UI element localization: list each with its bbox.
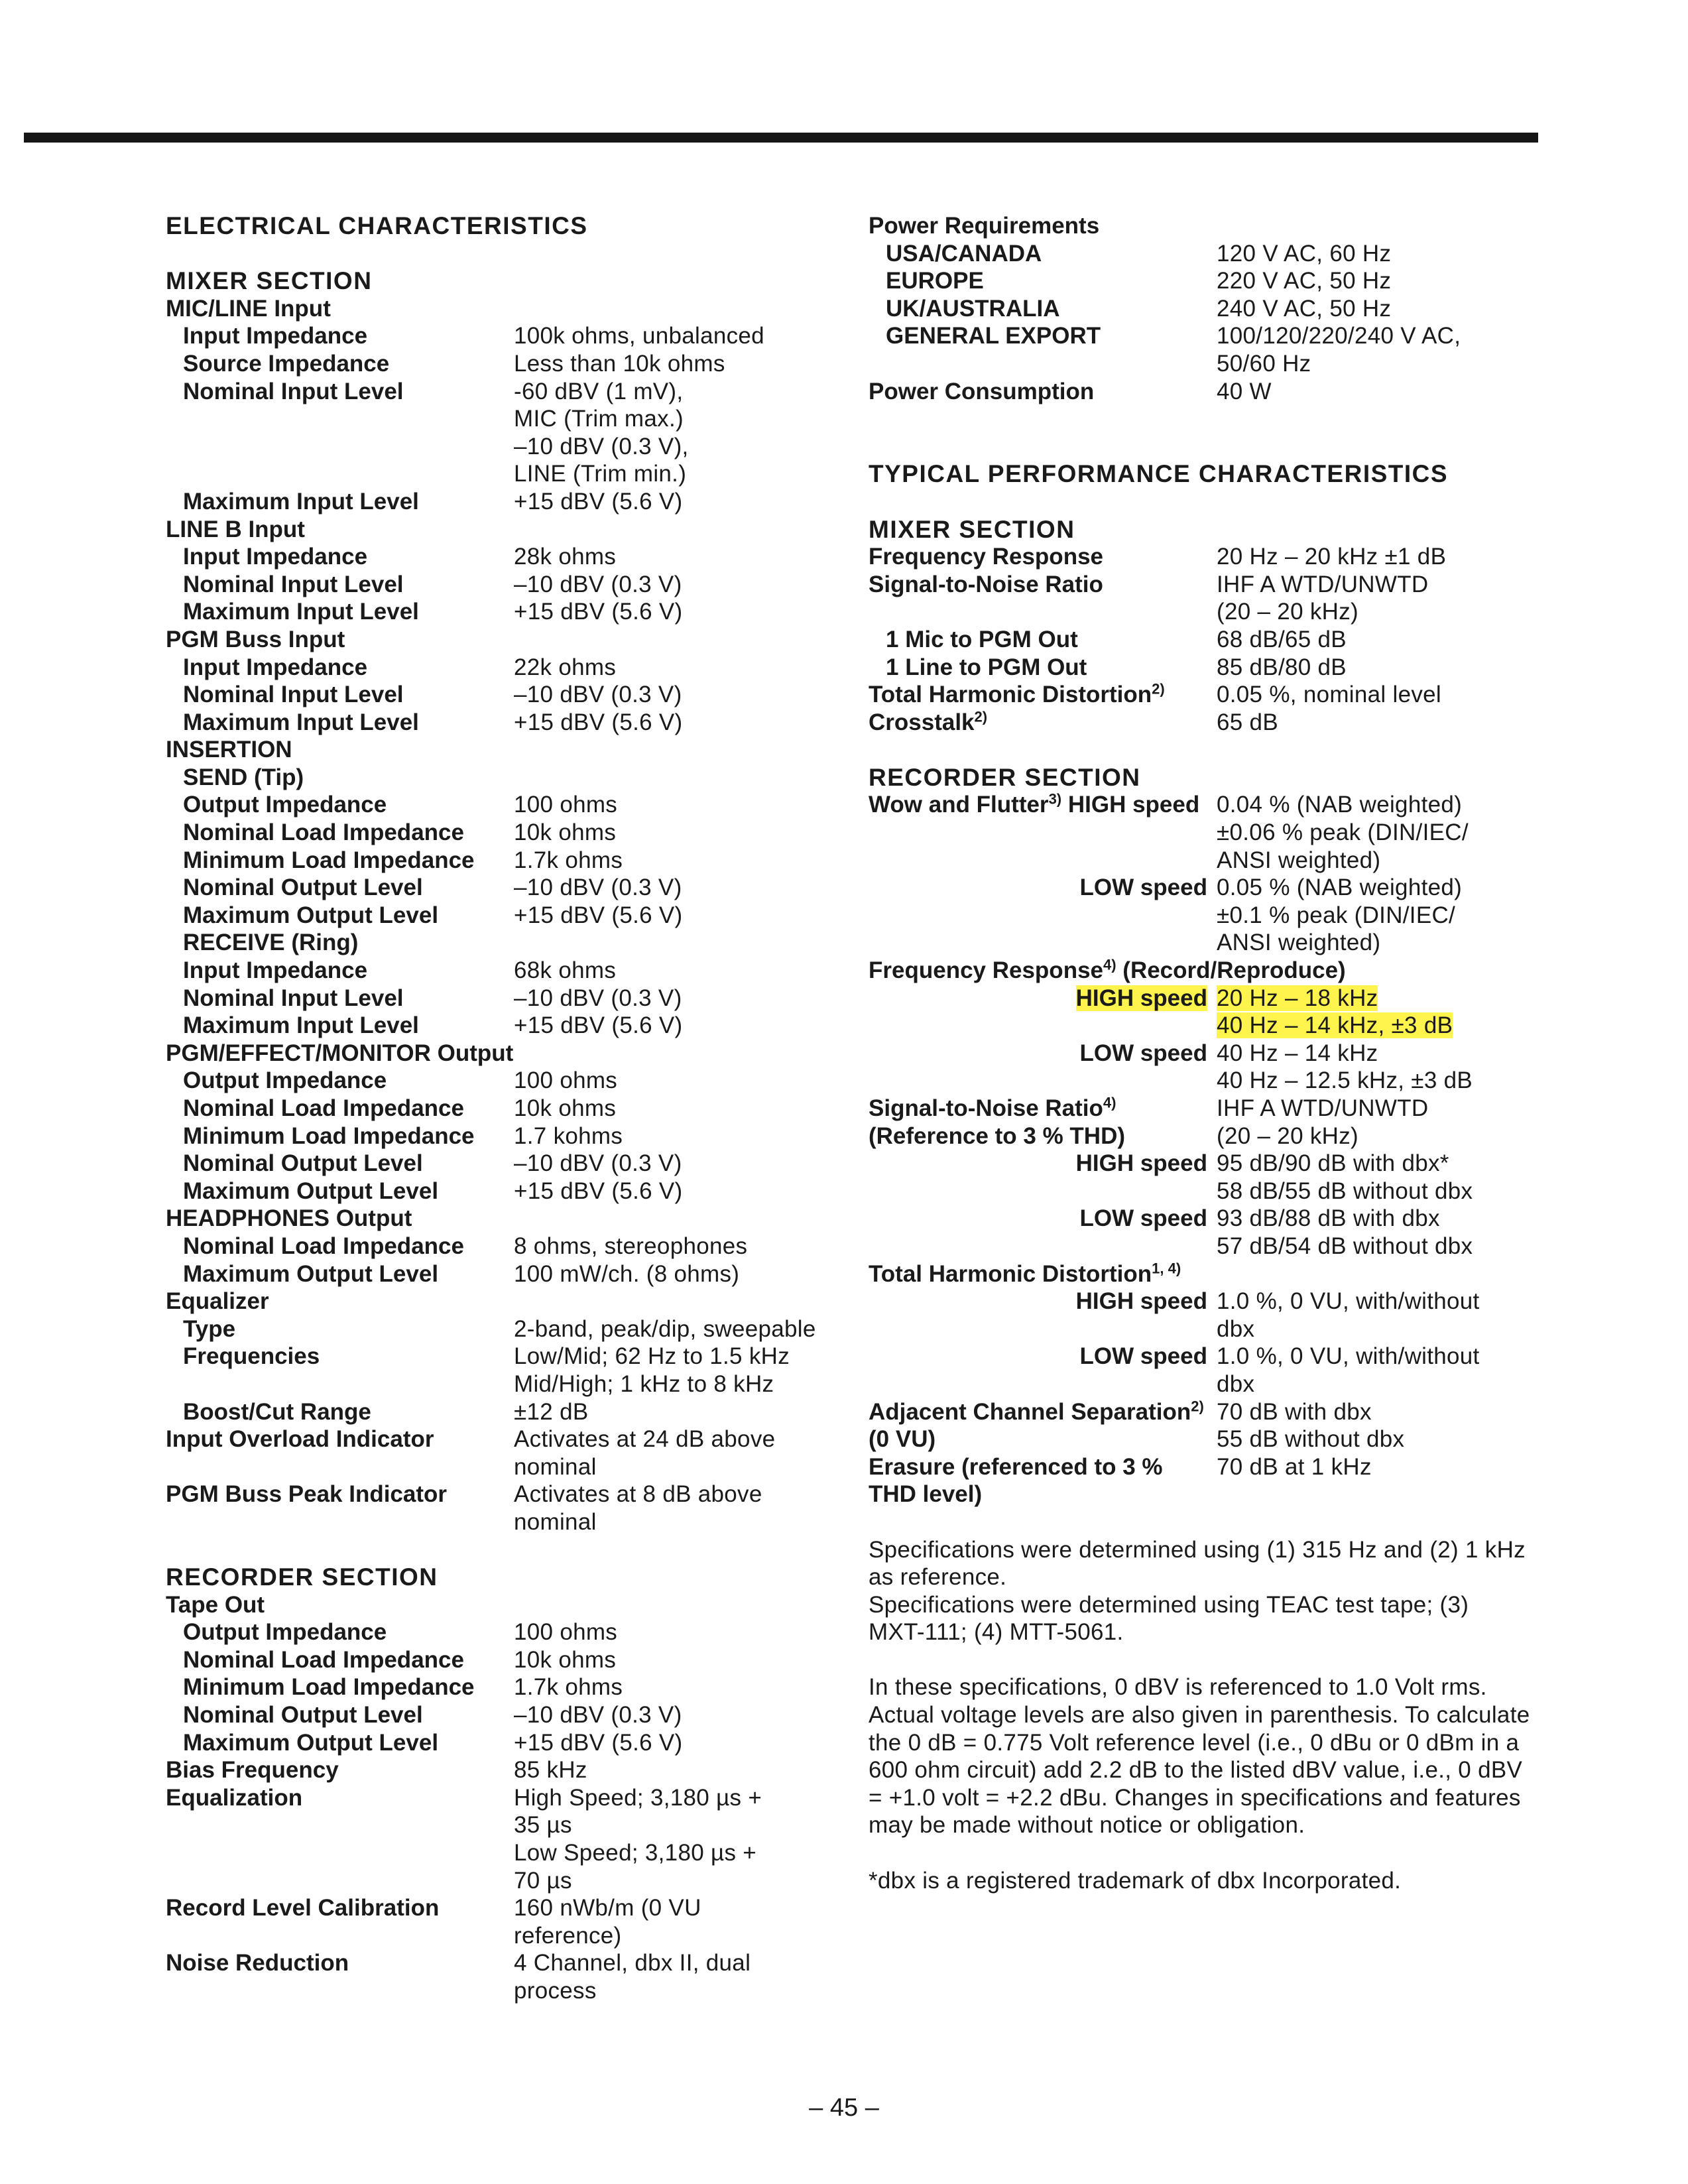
spec-value: 68 dB/65 dB <box>1217 626 1347 652</box>
spec-value: ±12 dB <box>514 1398 589 1425</box>
spec-label: Equalization <box>166 1784 303 1811</box>
spec-value: 40 Hz – 14 kHz <box>1217 1040 1378 1066</box>
spec-value: 95 dB/90 dB with dbx* <box>1217 1150 1449 1177</box>
spec-value: 8 ohms, stereophones <box>514 1233 748 1259</box>
group-title: LINE B Input <box>166 516 305 542</box>
speed-label: LOW speed <box>1079 1343 1207 1370</box>
spec-value: IHF A WTD/UNWTD <box>1217 1095 1429 1121</box>
spec-value: IHF A WTD/UNWTD <box>1217 571 1429 597</box>
spec-value: –10 dBV (0.3 V) <box>514 875 682 901</box>
spec-value: reference) <box>514 1922 622 1949</box>
spec-value: 70 dB at 1 kHz <box>1217 1453 1372 1480</box>
speed-label: LOW speed <box>1079 875 1207 901</box>
spec-value: 0.05 % (NAB weighted) <box>1217 875 1463 901</box>
spec-value: 57 dB/54 dB without dbx <box>1217 1233 1473 1259</box>
spec-value: 10k ohms <box>514 819 617 846</box>
spec-value: +15 dBV (5.6 V) <box>514 1729 683 1756</box>
spec-value: Activates at 8 dB above <box>514 1481 762 1508</box>
spec-label: Crosstalk$^{2)}$ <box>869 708 988 735</box>
spec-label: Source Impedance <box>183 350 390 377</box>
spec-value: 70 µs <box>514 1867 572 1894</box>
speed-label: LOW speed <box>1079 1040 1207 1066</box>
spec-label: Minimum Load Impedance <box>183 847 475 873</box>
note-test-tape: Specifications were determined using TEAC test tape; (3) MXT-111; (4) MTT-5061. <box>869 1591 1469 1646</box>
spec-label: Wow and Flutter$^{3)}$ HIGH speed <box>869 790 1200 818</box>
spec-value: +15 dBV (5.6 V) <box>514 488 683 515</box>
spec-value: 220 V AC, 50 Hz <box>1217 268 1392 294</box>
spec-label: Input Impedance <box>183 654 368 680</box>
spec-value: nominal <box>514 1508 597 1535</box>
spec-value: –10 dBV (0.3 V) <box>514 682 682 708</box>
spec-value: ±0.06 % peak (DIN/IEC/ <box>1217 819 1469 846</box>
spec-value: –10 dBV (0.3 V), <box>514 433 689 459</box>
performance-characteristics-column <box>869 212 1532 1894</box>
spec-label: Maximum Input Level <box>183 599 419 625</box>
spec-label: Noise Reduction <box>166 1950 349 1976</box>
spec-value: 240 V AC, 50 Hz <box>1217 295 1392 322</box>
spec-label: Boost/Cut Range <box>183 1398 371 1425</box>
spec-value: +15 dBV (5.6 V) <box>514 902 683 928</box>
spec-value: 1.7 kohms <box>514 1122 623 1149</box>
spec-value: 100 ohms <box>514 1619 618 1646</box>
spec-value: +15 dBV (5.6 V) <box>514 1178 683 1204</box>
note-dbv-reference: In these specifications, 0 dBV is referenced to 1.0 Volt rms. Actual voltage levels are also given in parenthesis. To calculate the 0 dB = 0.775 Volt reference level (i.e., 0 dBu or 0 dBm in a 600 ohm circuit) add 2.2 dB to the listed dBV value, i.e., 0 dBV = +1.0 volt = +2.2 dBu. Changes in specifications and features may be made without notice or obligation. <box>869 1674 1530 1839</box>
group-title: PGM/EFFECT/MONITOR Output <box>166 1040 514 1066</box>
spec-value: 2-band, peak/dip, sweepable <box>514 1315 816 1342</box>
spec-value: (20 – 20 kHz) <box>1217 599 1358 625</box>
spec-label: Input Impedance <box>183 957 368 984</box>
spec-value: 1.7k ohms <box>514 847 623 873</box>
spec-label: THD level) <box>869 1481 983 1508</box>
spec-label: Signal-to-Noise Ratio$^{4)}$ <box>869 1094 1116 1121</box>
spec-label: Nominal Load Impedance <box>183 1095 464 1121</box>
spec-label: GENERAL EXPORT <box>886 323 1101 349</box>
subgroup-title: SEND (Tip) <box>183 764 304 790</box>
spec-label: Nominal Input Level <box>183 985 404 1011</box>
spec-value: 50/60 Hz <box>1217 350 1311 377</box>
recorder-section-title: RECORDER SECTION <box>869 763 1141 791</box>
spec-value: 20 Hz – 20 kHz ±1 dB <box>1217 544 1447 570</box>
speed-label: HIGH speed <box>1075 1288 1207 1315</box>
spec-value: process <box>514 1978 597 2004</box>
note-reference: Specifications were determined using (1) 315 Hz and (2) 1 kHz as reference. <box>869 1536 1526 1591</box>
spec-value: 68k ohms <box>514 957 617 984</box>
section-title: TYPICAL PERFORMANCE CHARACTERISTICS <box>869 460 1449 488</box>
spec-value: 10k ohms <box>514 1646 617 1673</box>
spec-label: Nominal Input Level <box>183 378 404 404</box>
spec-value: -60 dBV (1 mV), <box>514 378 684 404</box>
spec-label: USA/CANADA <box>886 240 1042 267</box>
speed-label: LOW speed <box>1079 1205 1207 1232</box>
spec-label: Maximum Output Level <box>183 1729 439 1756</box>
spec-label: Output Impedance <box>183 1067 387 1094</box>
spec-label: Output Impedance <box>183 792 387 818</box>
spec-value: +15 dBV (5.6 V) <box>514 1012 683 1039</box>
spec-value: 70 dB with dbx <box>1217 1398 1372 1425</box>
spec-value: 1.0 %, 0 VU, with/without <box>1217 1343 1480 1370</box>
spec-value: MIC (Trim max.) <box>514 406 684 432</box>
spec-label: 1 Line to PGM Out <box>886 654 1087 680</box>
spec-value: Low/Mid; 62 Hz to 1.5 kHz <box>514 1343 790 1370</box>
spec-label: Maximum Input Level <box>183 488 419 515</box>
spec-value: 120 V AC, 60 Hz <box>1217 240 1392 267</box>
spec-value: ANSI weighted) <box>1217 847 1381 873</box>
spec-value: dbx <box>1217 1315 1255 1342</box>
spec-label: Record Level Calibration <box>166 1895 440 1921</box>
spec-value: 0.05 %, nominal level <box>1217 682 1441 708</box>
spec-label: Maximum Input Level <box>183 709 419 735</box>
spec-label: Nominal Input Level <box>183 571 404 597</box>
spec-label: Output Impedance <box>183 1619 387 1646</box>
spec-label: Type <box>183 1315 236 1342</box>
spec-value: Low Speed; 3,180 µs + <box>514 1840 757 1866</box>
spec-label: Input Overload Indicator <box>166 1426 434 1453</box>
spec-label: Nominal Load Impedance <box>183 1646 464 1673</box>
spec-label: Minimum Load Impedance <box>183 1674 475 1701</box>
group-title: PGM Buss Input <box>166 626 345 652</box>
spec-value: Activates at 24 dB above <box>514 1426 776 1453</box>
spec-value: 35 µs <box>514 1812 572 1839</box>
spec-label: Power Consumption <box>869 378 1095 404</box>
spec-label: Maximum Output Level <box>183 1178 439 1204</box>
header-rule <box>24 133 1538 143</box>
spec-value: Mid/High; 1 kHz to 8 kHz <box>514 1370 774 1397</box>
spec-value: 100/120/220/240 V AC, <box>1217 323 1461 349</box>
page-number: – 45 – <box>809 2094 879 2122</box>
spec-label: Minimum Load Impedance <box>183 1122 475 1149</box>
spec-label: Nominal Output Level <box>183 1702 423 1729</box>
spec-label: Nominal Output Level <box>183 875 423 901</box>
spec-value: High Speed; 3,180 µs + <box>514 1784 762 1811</box>
spec-value: 100k ohms, unbalanced <box>514 323 764 349</box>
spec-value: LINE (Trim min.) <box>514 461 687 487</box>
spec-label: Maximum Output Level <box>183 1260 439 1287</box>
spec-label: Input Impedance <box>183 544 368 570</box>
spec-value: 40 Hz – 14 kHz, ±3 dB <box>1217 1012 1453 1039</box>
group-title: Tape Out <box>166 1591 265 1618</box>
spec-value: dbx <box>1217 1370 1255 1397</box>
spec-value: 100 mW/ch. (8 ohms) <box>514 1260 740 1287</box>
spec-label: Erasure (referenced to 3 % <box>869 1453 1163 1480</box>
group-title: Equalizer <box>166 1288 269 1315</box>
group-title: INSERTION <box>166 737 292 763</box>
spec-value: Less than 10k ohms <box>514 350 725 377</box>
spec-label: Adjacent Channel Separation$^{2)}$ <box>869 1397 1204 1425</box>
spec-value: 58 dB/55 dB without dbx <box>1217 1178 1473 1204</box>
speed-label: HIGH speed <box>1075 1150 1207 1177</box>
spec-value: 10k ohms <box>514 1095 617 1121</box>
group-title: HEADPHONES Output <box>166 1205 412 1232</box>
spec-value: 0.04 % (NAB weighted) <box>1217 792 1463 818</box>
spec-value: –10 dBV (0.3 V) <box>514 571 682 597</box>
section-title: ELECTRICAL CHARACTERISTICS <box>166 212 588 239</box>
spec-value: 85 dB/80 dB <box>1217 654 1347 680</box>
spec-value: 4 Channel, dbx II, dual <box>514 1950 751 1976</box>
recorder-section-title: RECORDER SECTION <box>166 1563 438 1591</box>
group-title: Power Requirements <box>869 213 1100 239</box>
spec-value: –10 dBV (0.3 V) <box>514 1150 682 1177</box>
mixer-section-title: MIXER SECTION <box>166 267 373 295</box>
spec-label: PGM Buss Peak Indicator <box>166 1481 448 1508</box>
spec-value: 20 Hz – 18 kHz <box>1217 985 1378 1011</box>
spec-value: ±0.1 % peak (DIN/IEC/ <box>1217 902 1456 928</box>
spec-label: Input Impedance <box>183 323 368 349</box>
spec-label: Signal-to-Noise Ratio <box>869 571 1103 597</box>
spec-label: Nominal Input Level <box>183 682 404 708</box>
spec-value: nominal <box>514 1453 597 1480</box>
spec-value: 100 ohms <box>514 792 618 818</box>
spec-label: Maximum Output Level <box>183 902 439 928</box>
spec-label: Frequency Response$^{4)}$ (Record/Reproduce) <box>869 956 1346 984</box>
electrical-characteristics-column <box>166 212 862 2005</box>
note-trademark: *dbx is a registered trademark of dbx Incorporated. <box>869 1867 1402 1894</box>
spec-label: Nominal Output Level <box>183 1150 423 1177</box>
spec-value: +15 dBV (5.6 V) <box>514 599 683 625</box>
spec-value: 85 kHz <box>514 1757 587 1784</box>
spec-label: Frequency Response <box>869 544 1103 570</box>
spec-value: (20 – 20 kHz) <box>1217 1122 1358 1149</box>
spec-label: Total Harmonic Distortion$^{1, 4)}$ <box>869 1259 1181 1287</box>
spec-label: Nominal Load Impedance <box>183 819 464 846</box>
mixer-section-title: MIXER SECTION <box>869 515 1075 543</box>
spec-value: 160 nWb/m (0 VU <box>514 1895 701 1921</box>
speed-label: HIGH speed <box>1075 985 1207 1011</box>
spec-value: 100 ohms <box>514 1067 618 1094</box>
spec-label: EUROPE <box>886 268 984 294</box>
spec-value: 1.0 %, 0 VU, with/without <box>1217 1288 1480 1315</box>
spec-value: 28k ohms <box>514 544 617 570</box>
spec-value: 40 W <box>1217 378 1272 404</box>
spec-label: Maximum Input Level <box>183 1012 419 1039</box>
spec-value: –10 dBV (0.3 V) <box>514 985 682 1011</box>
subgroup-title: RECEIVE (Ring) <box>183 930 359 956</box>
spec-label: Bias Frequency <box>166 1757 339 1784</box>
spec-label: UK/AUSTRALIA <box>886 295 1060 322</box>
group-title: MIC/LINE Input <box>166 295 331 322</box>
spec-value: 65 dB <box>1217 709 1278 735</box>
spec-label: Total Harmonic Distortion$^{2)}$ <box>869 680 1165 708</box>
spec-value: ANSI weighted) <box>1217 930 1381 956</box>
spec-label: Frequencies <box>183 1343 320 1370</box>
spec-value: 40 Hz – 12.5 kHz, ±3 dB <box>1217 1067 1473 1094</box>
spec-value: –10 dBV (0.3 V) <box>514 1702 682 1729</box>
spec-value: 22k ohms <box>514 654 617 680</box>
spec-label: 1 Mic to PGM Out <box>886 626 1078 652</box>
spec-label: Nominal Load Impedance <box>183 1233 464 1259</box>
spec-label: (Reference to 3 % THD) <box>869 1122 1126 1149</box>
spec-value: 93 dB/88 dB with dbx <box>1217 1205 1440 1232</box>
spec-value: 1.7k ohms <box>514 1674 623 1701</box>
spec-value: 55 dB without dbx <box>1217 1426 1405 1453</box>
spec-value: +15 dBV (5.6 V) <box>514 709 683 735</box>
spec-label: (0 VU) <box>869 1426 936 1453</box>
